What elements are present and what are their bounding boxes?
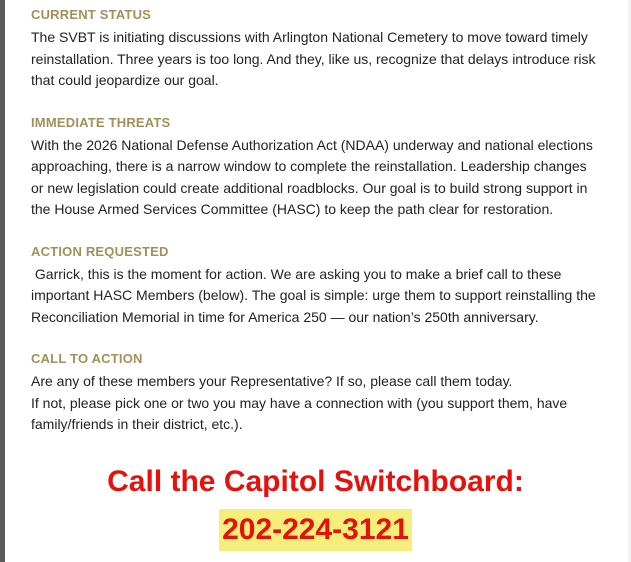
action-requested-section	[31, 243, 616, 329]
paragraph-line: family/friends in their district, etc.).	[31, 416, 243, 432]
section-heading: IMMEDIATE THREATS	[31, 114, 171, 130]
section-heading: CURRENT STATUS	[31, 7, 152, 22]
paragraph-line: Reconciliation Memorial in time for America 250 — our nation’s 250th anniversary.	[31, 308, 539, 325]
paragraph-line: reinstallation. Three years is too long. And they, like us, recognize that delays introduce risk	[31, 50, 596, 67]
section-heading: ACTION REQUESTED	[31, 243, 169, 259]
switchboard-phone-number[interactable]: 202-224-3121	[219, 509, 412, 551]
paragraph-line: If not, please pick one or two you may have a connection with (you support them, have	[31, 394, 568, 411]
paragraph-line: Garrick, this is the moment for action. We are asking you to make a brief call to these	[31, 265, 562, 282]
paragraph-line: or new legislation could create additional roadblocks. Our goal is to build strong support in	[31, 179, 588, 196]
paragraph-line: approaching, there is a narrow window to complete the reinstallation. Leadership changes	[31, 158, 587, 174]
switchboard-heading: Call the Capitol Switchboard:	[107, 465, 524, 498]
paragraph-line: important HASC Members (below). The goal is simple: urge them to support reinstalling the	[31, 287, 596, 303]
section-paragraph	[31, 371, 616, 436]
switchboard-callout	[0, 461, 631, 551]
section-heading: CALL TO ACTION	[31, 351, 143, 366]
section-paragraph	[31, 27, 616, 92]
paragraph-line: that could jeopardize our goal.	[31, 72, 219, 88]
call-to-action-section	[31, 350, 616, 436]
paragraph-line: the House Armed Services Committee (HASC) to keep the path clear for restoration.	[31, 201, 554, 217]
paragraph-line: Are any of these members your Representative? If so, please call them today.	[31, 373, 513, 389]
immediate-threats-section	[31, 114, 616, 221]
paragraph-line: With the 2026 National Defense Authorization Act (NDAA) underway and national elections	[31, 136, 593, 153]
newsletter-body	[31, 6, 616, 436]
current-status-section	[31, 6, 616, 92]
paragraph-line: The SVBT is initiating discussions with Arlington National Cemetery to move toward timely	[31, 29, 588, 45]
section-paragraph	[31, 135, 616, 221]
section-paragraph	[31, 264, 616, 329]
